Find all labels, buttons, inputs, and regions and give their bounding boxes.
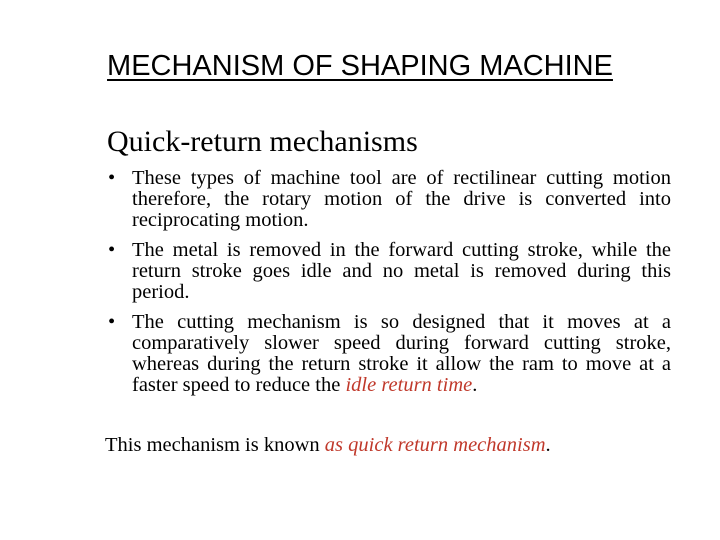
bullet-dot-icon: •: [108, 239, 116, 261]
bullet-text: The metal is removed in the forward cutting stroke, while the return stroke goes idle and no metal is removed during this period.: [132, 239, 671, 303]
bullet-dot-icon: •: [108, 311, 116, 333]
slide-title-text: MECHANISM OF SHAPING MACHINE: [107, 50, 613, 82]
closing-emphasis: as quick return mechanism: [324, 434, 546, 456]
bullet-item: [107, 312, 671, 396]
bullet-dot-icon: •: [108, 167, 116, 189]
slide-title: [0, 46, 720, 86]
bullet-item: [107, 168, 671, 231]
closing-text: This mechanism is known: [105, 434, 325, 456]
closing-statement: [105, 433, 551, 457]
closing-text-end: .: [545, 434, 551, 456]
bullet-emphasis: idle return time: [345, 374, 473, 396]
slide-subtitle: Quick-return mechanisms: [107, 125, 418, 158]
bullet-list: [107, 168, 671, 396]
bullet-text: These types of machine tool are of rectilinear cutting motion therefore, the rotary motion of the drive is converted into reciprocating motion.: [132, 167, 671, 231]
bullet-text-end: .: [472, 374, 478, 396]
bullet-text: The cutting mechanism is so designed that it moves at a comparatively slower speed during forward cutting stroke, whereas during the return stroke it allow the ram to move at a faster speed to reduce the: [132, 311, 671, 396]
bullet-item: [107, 240, 671, 303]
